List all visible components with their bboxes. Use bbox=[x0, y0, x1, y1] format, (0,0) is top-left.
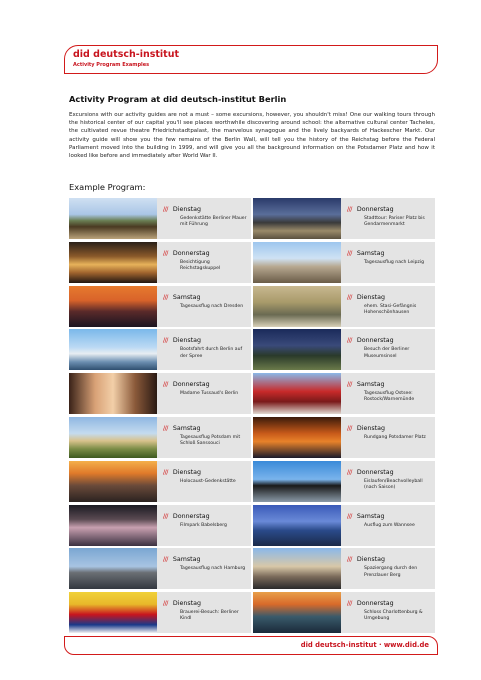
program-day bbox=[163, 469, 201, 476]
program-description: Rundgang Potsdamer Platz bbox=[364, 434, 426, 440]
charlottenburg-palace-photo bbox=[253, 592, 341, 633]
program-item-right bbox=[253, 461, 435, 502]
program-day bbox=[163, 425, 200, 432]
slash-marker: /// bbox=[163, 337, 168, 345]
intro-paragraph: Excursions with our activity guides are not a must – some excursions, however, you shouldn't miss! One our walking tours through the historical center of our capital you'll see places worthwhile discovering around school: the alternative cultural center Tacheles, the cultivated revue theatre Friedrichstadtpalast, the marvelous synagogue and the lively backyards of Hackescher Markt. Our activity guide will show you the few remains of the Berlin Wall, will tell you the history of the Reichstag before the Federal Parliament moved into the building in 1999, and will give you all the background information on the Potsdamer Platz and how it looked like before and immediately after World War II. bbox=[69, 112, 435, 160]
program-description: Tagesausflug Potsdam mit Schloß Sanssouci bbox=[180, 434, 241, 447]
program-row bbox=[69, 286, 435, 327]
slash-marker: /// bbox=[163, 206, 168, 213]
slash-marker: /// bbox=[347, 424, 352, 432]
spree-boat-photo bbox=[69, 329, 157, 370]
leipzig-building-photo bbox=[253, 242, 341, 283]
program-heading: Example Program: bbox=[69, 182, 146, 192]
program-day bbox=[347, 206, 394, 213]
program-info bbox=[157, 198, 251, 239]
program-item-left bbox=[69, 417, 251, 458]
program-day bbox=[163, 206, 201, 213]
program-description: Madame Tussaud's Berlin bbox=[180, 391, 239, 397]
program-info bbox=[157, 373, 251, 414]
program-item-left bbox=[69, 198, 251, 239]
dresden-skyline-photo bbox=[69, 286, 157, 327]
program-day bbox=[163, 250, 210, 257]
program-row bbox=[69, 417, 435, 458]
program-row bbox=[69, 373, 435, 414]
day-label: Dienstag bbox=[356, 556, 385, 564]
footer-link[interactable]: did deutsch-institut · www.did.de bbox=[300, 641, 429, 649]
program-info bbox=[157, 329, 251, 370]
program-day bbox=[347, 513, 384, 520]
day-label: Dienstag bbox=[172, 337, 201, 345]
footer-box bbox=[64, 636, 438, 655]
day-label: Donnerstag bbox=[356, 206, 394, 213]
day-label: Samstag bbox=[172, 424, 201, 432]
program-row bbox=[69, 548, 435, 589]
sanssouci-palace-photo bbox=[69, 417, 157, 458]
program-info bbox=[157, 417, 251, 458]
program-description: Tagesausflug nach Dresden bbox=[180, 303, 244, 309]
program-item-left bbox=[69, 505, 251, 546]
program-description: Holocaust-Gedenkstätte bbox=[180, 478, 236, 484]
program-grid bbox=[69, 198, 435, 636]
program-description: Tagesausflug nach Leipzig bbox=[364, 259, 425, 265]
program-day bbox=[163, 556, 200, 563]
program-info bbox=[157, 242, 251, 283]
program-item-left bbox=[69, 461, 251, 502]
berlin-wall-memorial-photo bbox=[69, 198, 157, 239]
program-info bbox=[157, 461, 251, 502]
program-info bbox=[157, 286, 251, 327]
program-item-right bbox=[253, 198, 435, 239]
program-description: Besuch der Berliner Museumsinsel bbox=[364, 347, 410, 359]
brand-subtitle: Activity Program Examples bbox=[73, 62, 150, 68]
slash-marker: /// bbox=[347, 468, 352, 476]
rostock-photo bbox=[253, 373, 341, 414]
day-label: Donnerstag bbox=[172, 512, 210, 520]
slash-marker: /// bbox=[347, 381, 352, 389]
program-description: Ausflug zum Wannsee bbox=[364, 522, 415, 528]
day-label: Samstag bbox=[172, 556, 201, 564]
program-item-right bbox=[253, 286, 435, 327]
day-label: Dienstag bbox=[172, 600, 201, 608]
program-day bbox=[163, 337, 201, 344]
madame-tussauds-photo bbox=[69, 373, 157, 414]
page-title: Activity Program at did deutsch-institut Berlin bbox=[69, 94, 287, 104]
program-item-right bbox=[253, 548, 435, 589]
program-info bbox=[341, 373, 435, 414]
program-row bbox=[69, 461, 435, 502]
program-day bbox=[347, 337, 394, 344]
program-item-right bbox=[253, 373, 435, 414]
program-info bbox=[341, 329, 435, 370]
slash-marker: /// bbox=[163, 424, 168, 432]
prenzlauer-berg-photo bbox=[253, 548, 341, 589]
program-item-left bbox=[69, 548, 251, 589]
program-item-left bbox=[69, 242, 251, 283]
slash-marker: /// bbox=[347, 556, 352, 564]
program-description: Filmpark Babelsberg bbox=[180, 522, 227, 528]
program-description: Stadttour: Pariser Platz bis Gendarmenmarkt bbox=[364, 216, 425, 228]
slash-marker: /// bbox=[347, 600, 352, 608]
slash-marker: /// bbox=[347, 512, 352, 520]
day-label: Samstag bbox=[356, 512, 385, 520]
program-info bbox=[157, 548, 251, 589]
program-item-right bbox=[253, 242, 435, 283]
program-row bbox=[69, 592, 435, 633]
day-label: Samstag bbox=[172, 293, 201, 301]
program-item-right bbox=[253, 417, 435, 458]
program-item-right bbox=[253, 505, 435, 546]
day-label: Dienstag bbox=[172, 468, 201, 476]
day-label: Donnerstag bbox=[356, 468, 394, 476]
holocaust-memorial-photo bbox=[69, 461, 157, 502]
program-day bbox=[347, 425, 385, 432]
potsdamer-platz-photo bbox=[253, 417, 341, 458]
program-row bbox=[69, 505, 435, 546]
program-description: Schloss Charlottenburg & Umgebung bbox=[364, 610, 423, 622]
program-description: Tagesausflug Ostsee: Rostock/Warnemünde bbox=[364, 391, 415, 403]
day-label: Donnerstag bbox=[356, 600, 394, 608]
program-day bbox=[163, 513, 210, 520]
stasi-prison-photo bbox=[253, 286, 341, 327]
slash-marker: /// bbox=[163, 512, 168, 520]
program-info bbox=[341, 417, 435, 458]
program-info bbox=[157, 505, 251, 546]
slash-marker: /// bbox=[347, 293, 352, 301]
program-info bbox=[341, 198, 435, 239]
program-description: Spaziergang durch den Prenzlauer Berg bbox=[364, 566, 418, 578]
program-day bbox=[347, 600, 394, 607]
day-label: Samstag bbox=[356, 249, 385, 257]
program-row bbox=[69, 329, 435, 370]
program-item-left bbox=[69, 592, 251, 633]
hamburg-harbour-photo bbox=[69, 548, 157, 589]
program-item-right bbox=[253, 329, 435, 370]
reichstag-dome-photo bbox=[69, 242, 157, 283]
program-description: Tagesausflug nach Hamburg bbox=[180, 566, 246, 572]
wannsee-photo bbox=[253, 505, 341, 546]
day-label: Donnerstag bbox=[356, 337, 394, 345]
slash-marker: /// bbox=[163, 556, 168, 564]
program-day bbox=[347, 250, 384, 257]
program-day bbox=[347, 469, 394, 476]
program-item-right bbox=[253, 592, 435, 633]
museum-island-photo bbox=[253, 329, 341, 370]
berliner-kindl-photo bbox=[69, 592, 157, 633]
program-description: Bootsfahrt durch Berlin auf der Spree bbox=[180, 347, 243, 359]
day-label: Samstag bbox=[356, 381, 385, 389]
program-description: Besichtigung Reichstagskuppel bbox=[180, 259, 221, 271]
filmpark-babelsberg-photo bbox=[69, 505, 157, 546]
program-description: ehem. Stasi-Gefängnis Hohenschönhausen bbox=[364, 303, 417, 315]
day-label: Donnerstag bbox=[172, 249, 210, 257]
program-info bbox=[157, 592, 251, 633]
program-row bbox=[69, 198, 435, 239]
slash-marker: /// bbox=[163, 293, 168, 301]
slash-marker: /// bbox=[347, 337, 352, 345]
beach-volleyball-photo bbox=[253, 461, 341, 502]
slash-marker: /// bbox=[163, 249, 168, 257]
slash-marker: /// bbox=[163, 468, 168, 476]
program-day bbox=[163, 381, 210, 388]
program-day bbox=[163, 294, 200, 301]
day-label: Dienstag bbox=[356, 424, 385, 432]
program-item-left bbox=[69, 286, 251, 327]
program-description: Brauerei-Besuch: Berliner Kindl bbox=[180, 610, 239, 622]
slash-marker: /// bbox=[347, 206, 352, 213]
slash-marker: /// bbox=[163, 600, 168, 608]
slash-marker: /// bbox=[347, 249, 352, 257]
header-box bbox=[64, 45, 438, 74]
program-day bbox=[347, 294, 385, 301]
program-day bbox=[347, 556, 385, 563]
program-info bbox=[341, 461, 435, 502]
program-item-left bbox=[69, 329, 251, 370]
program-info bbox=[341, 592, 435, 633]
slash-marker: /// bbox=[163, 381, 168, 389]
program-item-left bbox=[69, 373, 251, 414]
day-label: Dienstag bbox=[356, 293, 385, 301]
brandenburg-gate-photo bbox=[253, 198, 341, 239]
program-day bbox=[347, 381, 384, 388]
program-description: Gedenkstätte Berliner Mauer mit Führung bbox=[180, 216, 247, 228]
program-day bbox=[163, 600, 201, 607]
program-description: Eislaufen/Beachvolleyball (nach Saison) bbox=[364, 478, 423, 490]
day-label: Dienstag bbox=[172, 206, 201, 213]
program-info bbox=[341, 242, 435, 283]
program-info bbox=[341, 548, 435, 589]
program-info bbox=[341, 505, 435, 546]
program-info bbox=[341, 286, 435, 327]
day-label: Donnerstag bbox=[172, 381, 210, 389]
program-row bbox=[69, 242, 435, 283]
brand-title: did deutsch-institut bbox=[73, 49, 180, 60]
